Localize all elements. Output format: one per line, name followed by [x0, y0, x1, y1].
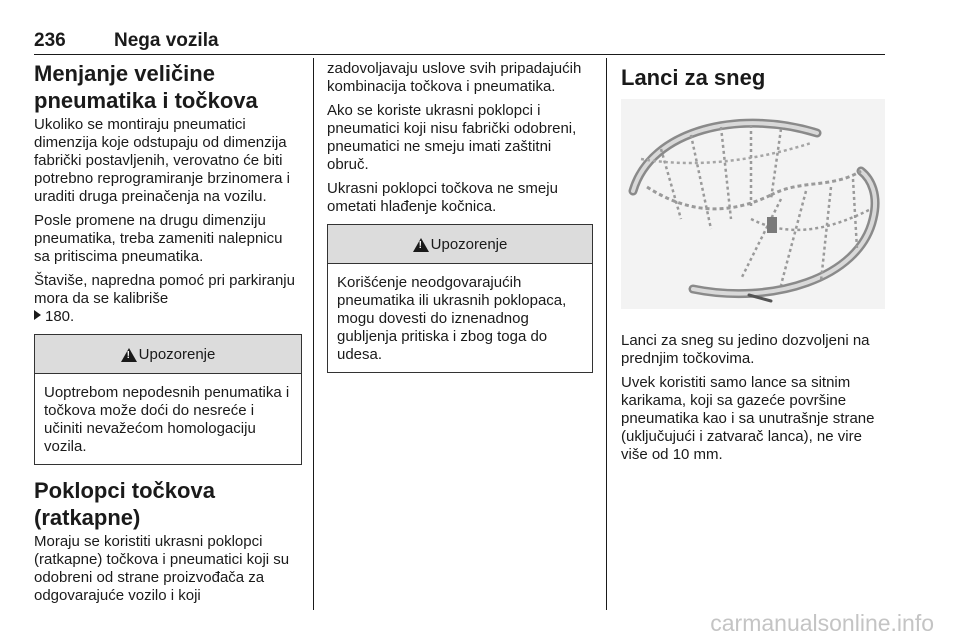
paragraph: Lanci za sneg su jedino dozvoljeni na prednjim točkovima.	[621, 332, 870, 367]
paragraph: Ukrasni poklopci točkova ne smeju ometati hlađenje kočnica.	[327, 180, 558, 215]
paragraph: Posle promene na drugu dimenziju pneumatika, treba zameniti nalepnicu sa pritiscima pneumatika.	[34, 212, 283, 265]
page-header	[34, 30, 885, 55]
paragraph: Ukoliko se montiraju pneumatici dimenzija koje odstupaju od dimenzija fabrički postavljenih, verovatno će biti potrebno reprogramiranje brzinomera i uraditi druga preinačenja na vozilu.	[34, 116, 290, 205]
warning-text: Uoptrebom nepodesnih penumatika i točkova može doći do nesreće i učiniti nevažećom homologaciju vozila.	[44, 384, 290, 455]
warning-header	[328, 225, 592, 264]
section-title-wheel-covers: Poklopci točkova (ratkapne)	[34, 478, 215, 530]
paragraph: Moraju se koristiti ukrasni poklopci (ratkapne) točkova i pneumatici koji su odobreni od strane proizvođača za odgovarajuće vozilo i koji	[34, 533, 290, 604]
page-title: Nega vozila	[114, 30, 219, 51]
paragraph: Uvek koristiti samo lance sa sitnim karikama, koji sa gazeće površine pneumatika kao i sa unutrašnje strane (uključujući i zatvarač lanca), ne vire više od 10 mm.	[621, 374, 875, 463]
page-reference: 180.	[45, 308, 75, 325]
snow-chains-illustration	[621, 99, 885, 309]
warning-title: Upozorenje	[430, 235, 508, 253]
warning-header	[35, 335, 301, 374]
column-right	[621, 60, 889, 470]
section-title-tire-size: Menjanje veličine pneumatika i točkova	[34, 61, 258, 113]
column-divider-right	[606, 58, 607, 610]
column-middle	[327, 60, 593, 385]
paragraph: Ako se koriste ukrasni poklopci i pneumatici koji nisu fabrički odobreni, pneumatici ne smeju imati zaštitni obruč.	[327, 102, 577, 173]
paragraph-text: Štaviše, napredna pomoć pri parkiranju mora da se kalibriše	[34, 272, 295, 307]
paragraph	[34, 272, 302, 326]
warning-triangle-icon	[413, 238, 429, 252]
warning-box	[327, 224, 593, 373]
warning-triangle-icon	[121, 348, 137, 362]
warning-title: Upozorenje	[138, 345, 216, 363]
warning-box	[34, 334, 302, 465]
warning-text: Korišćenje neodgovarajućih pneumatika ili ukrasnih poklopaca, mogu dovesti do iznenadnog gubljenja pritiska i zbog toga do udesa.	[337, 274, 567, 363]
paragraph: zadovoljavaju uslove svih pripadajućih kombinacija točkova i pneumatika.	[327, 60, 582, 95]
page-reference-arrow-icon	[34, 310, 41, 320]
section-title-snow-chains: Lanci za sneg	[621, 65, 766, 90]
column-divider-left	[313, 58, 314, 610]
watermark: carmanualsonline.info	[710, 610, 934, 636]
column-left	[34, 60, 302, 611]
page-number: 236	[34, 30, 66, 51]
